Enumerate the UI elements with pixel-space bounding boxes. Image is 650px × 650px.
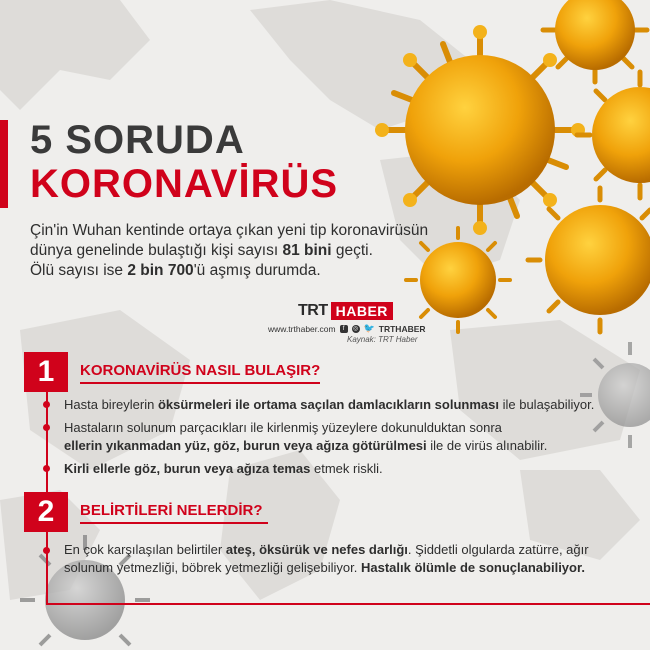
intro-case-count: 81 bini	[282, 242, 332, 259]
intro-death-count: 2 bin 700	[127, 262, 194, 279]
golden-virus-top-right	[543, 0, 647, 82]
instagram-icon[interactable]: ◎	[352, 325, 359, 332]
bullet-text: Hasta bireylerin	[64, 397, 158, 412]
golden-virus-right	[577, 72, 650, 198]
title-line-2: KORONAVİRÜS	[30, 162, 339, 206]
facebook-icon[interactable]: f	[340, 325, 348, 333]
bullet-bold-text: ellerin yıkanmadan yüz, göz, burun veya ağıza götürülmesi	[64, 438, 427, 453]
bullet-text: etmek riskli.	[310, 461, 383, 476]
bullet-dot	[43, 401, 50, 408]
logo-haber: HABER	[331, 302, 393, 320]
website-link[interactable]: www.trthaber.com	[268, 323, 336, 334]
intro-line-3-end: 'ü aşmış durumda.	[193, 262, 321, 279]
bullet-text: ile bulaşabiliyor.	[498, 397, 595, 412]
title-line-1: 5 SORUDA	[30, 118, 245, 162]
bullet-dot	[43, 424, 50, 431]
intro-paragraph	[30, 221, 470, 281]
section-2-underline	[80, 522, 268, 524]
intro-line-3-text: Ölü sayısı ise	[30, 262, 128, 279]
bullet-bold-text: Kirli ellerle göz, burun veya ağıza temas	[64, 461, 311, 476]
section-1-bullet-1	[64, 396, 644, 414]
bullet-text: ile de virüs alınabilir.	[426, 438, 548, 453]
twitter-icon[interactable]: 🐦	[363, 323, 375, 333]
bullet-dot	[43, 547, 50, 554]
section-2-title: BELİRTİLERİ NELERDİR?	[80, 502, 263, 519]
bullet-text: En çok karşılaşılan belirtiler	[64, 542, 226, 557]
social-handle: TRTHABER	[378, 323, 426, 334]
bullet-bold-text: öksürmeleri ile ortama saçılan damlacıkların solunması	[157, 397, 499, 412]
section-frame-horizontal	[46, 603, 650, 605]
logo-trt: TRT	[298, 302, 328, 319]
section-1-underline	[80, 382, 320, 384]
title-accent-bar	[0, 120, 8, 208]
bullet-dot	[43, 465, 50, 472]
bullet-text: solunum yetmezliği, böbrek yetmezliği gelişebiliyor.	[64, 560, 361, 575]
intro-line-1: Çin'in Wuhan kentinde ortaya çıkan yeni tip koronavirüsün	[30, 222, 429, 239]
social-bar	[268, 323, 426, 334]
trt-haber-logo	[298, 302, 393, 320]
section-1-title: KORONAVİRÜS NASIL BULAŞIR?	[80, 362, 321, 379]
bullet-text: . Şiddetli olgularda zatürre, ağır	[407, 542, 589, 557]
golden-virus-large	[375, 25, 585, 235]
section-1-bullet-3	[64, 460, 644, 478]
section-2-bullet-1	[64, 541, 644, 577]
intro-line-2-end: geçti.	[331, 242, 373, 259]
golden-virus-medium	[528, 188, 650, 332]
bullet-text: Hastaların solunum parçacıkları ile kirlenmiş yüzeylere dokunulduktan sonra	[64, 420, 502, 435]
section-2-number: 2	[24, 492, 68, 532]
bullet-bold-text: Hastalık ölümle de sonuçlanabiliyor.	[360, 560, 585, 575]
section-1-number: 1	[24, 352, 68, 392]
source-credit: Kaynak: TRT Haber	[347, 335, 418, 344]
intro-line-2-text: dünya genelinde bulaştığı kişi sayısı	[30, 242, 283, 259]
bullet-bold-text: ateş, öksürük ve nefes darlığı	[225, 542, 408, 557]
section-1-bullet-2	[64, 419, 644, 455]
